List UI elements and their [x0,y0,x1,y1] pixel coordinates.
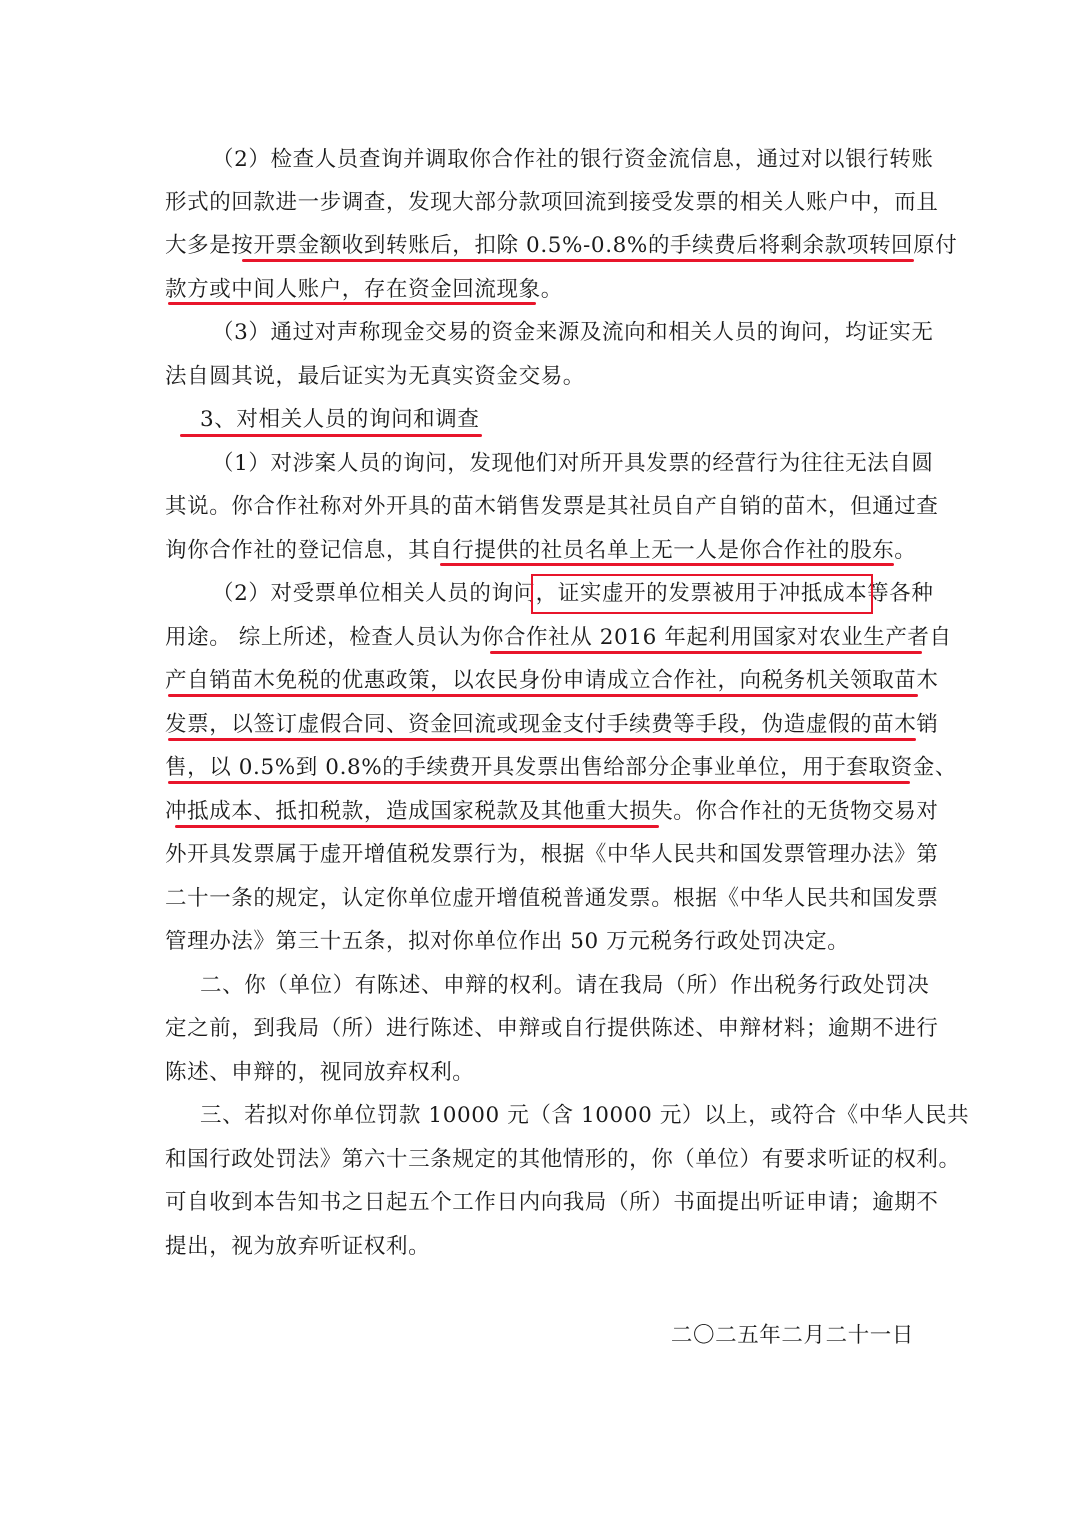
red-underline-annotation [175,825,659,828]
paragraph-line: 发票，以签订虚假合同、资金回流或现金支付手续费等手段，伪造虚假的苗木销 [165,712,939,737]
paragraph-line: 定之前，到我局（所）进行陈述、申辩或自行提供陈述、申辩材料；逾期不进行 [165,1016,939,1041]
paragraph-line: 产自销苗木免税的优惠政策，以农民身份申请成立合作社，向税务机关领取苗木 [165,668,939,693]
paragraph-line: 款方或中间人账户，存在资金回流现象。 [165,277,563,302]
paragraph-line: 三、若拟对你单位罚款 10000 元（含 10000 元）以上，或符合《中华人民共 [200,1103,970,1128]
paragraph-line: 大多是按开票金额收到转账后，扣除 0.5%-0.8%的手续费后将剩余款项转回原付 [165,233,958,258]
paragraph-line: 可自收到本告知书之日起五个工作日内向我局（所）书面提出听证申请；逾期不 [165,1190,939,1215]
paragraph-line: 其说。你合作社称对外开具的苗木销售发票是其社员自产自销的苗木，但通过查 [165,494,939,519]
paragraph-line: 外开具发票属于虚开增值税发票行为，根据《中华人民共和国发票管理办法》第 [165,842,939,867]
red-underline-annotation [440,563,894,566]
paragraph-line: （3）通过对声称现金交易的资金来源及流向和相关人员的询问，均证实无 [212,320,934,345]
paragraph-line: 二、你（单位）有陈述、申辩的权利。请在我局（所）作出税务行政处罚决 [200,973,930,998]
paragraph-line: （2）检查人员查询并调取你合作社的银行资金流信息，通过对以银行转账 [212,147,934,172]
red-underline-annotation [490,651,922,654]
document-date: 二〇二五年二月二十一日 [670,1323,914,1348]
red-underline-annotation [242,259,914,262]
section-heading: 3、对相关人员的询问和调查 [200,407,480,432]
paragraph-line: 询你合作社的登记信息，其自行提供的社员名单上无一人是你合作社的股东。 [165,538,917,563]
red-box-annotation [531,574,873,614]
paragraph-line: 提出，视为放弃听证权利。 [165,1234,431,1259]
paragraph-line: （1）对涉案人员的询问，发现他们对所开具发票的经营行为往往无法自圆 [212,451,934,476]
paragraph-line: 陈述、申辩的，视同放弃权利。 [165,1060,475,1085]
paragraph-line: 法自圆其说，最后证实为无真实资金交易。 [165,364,585,389]
paragraph-line: 和国行政处罚法》第六十三条规定的其他情形的，你（单位）有要求听证的权利。 [165,1147,961,1172]
red-underline-annotation [168,302,536,305]
paragraph-line: 形式的回款进一步调查，发现大部分款项回流到接受发票的相关人账户中，而且 [165,190,939,215]
red-underline-annotation [168,738,916,741]
red-underline-annotation [168,694,918,697]
red-underline-annotation [168,781,910,784]
paragraph-line: （2）对受票单位相关人员的询问，证实虚开的发票被用于冲抵成本等各种 [212,581,934,606]
paragraph-line: 用途。 综上所述，检查人员认为你合作社从 2016 年起利用国家对农业生产者自 [165,625,952,650]
paragraph-line: 管理办法》第三十五条，拟对你单位作出 50 万元税务行政处罚决定。 [165,929,850,954]
paragraph-line: 售，以 0.5%到 0.8%的手续费开具发票出售给部分企事业单位，用于套取资金、 [165,755,957,780]
red-underline-annotation [180,434,482,437]
paragraph-line: 二十一条的规定，认定你单位虚开增值税普通发票。根据《中华人民共和国发票 [165,886,939,911]
paragraph-line: 冲抵成本、抵扣税款，造成国家税款及其他重大损失。你合作社的无货物交易对 [165,799,939,824]
